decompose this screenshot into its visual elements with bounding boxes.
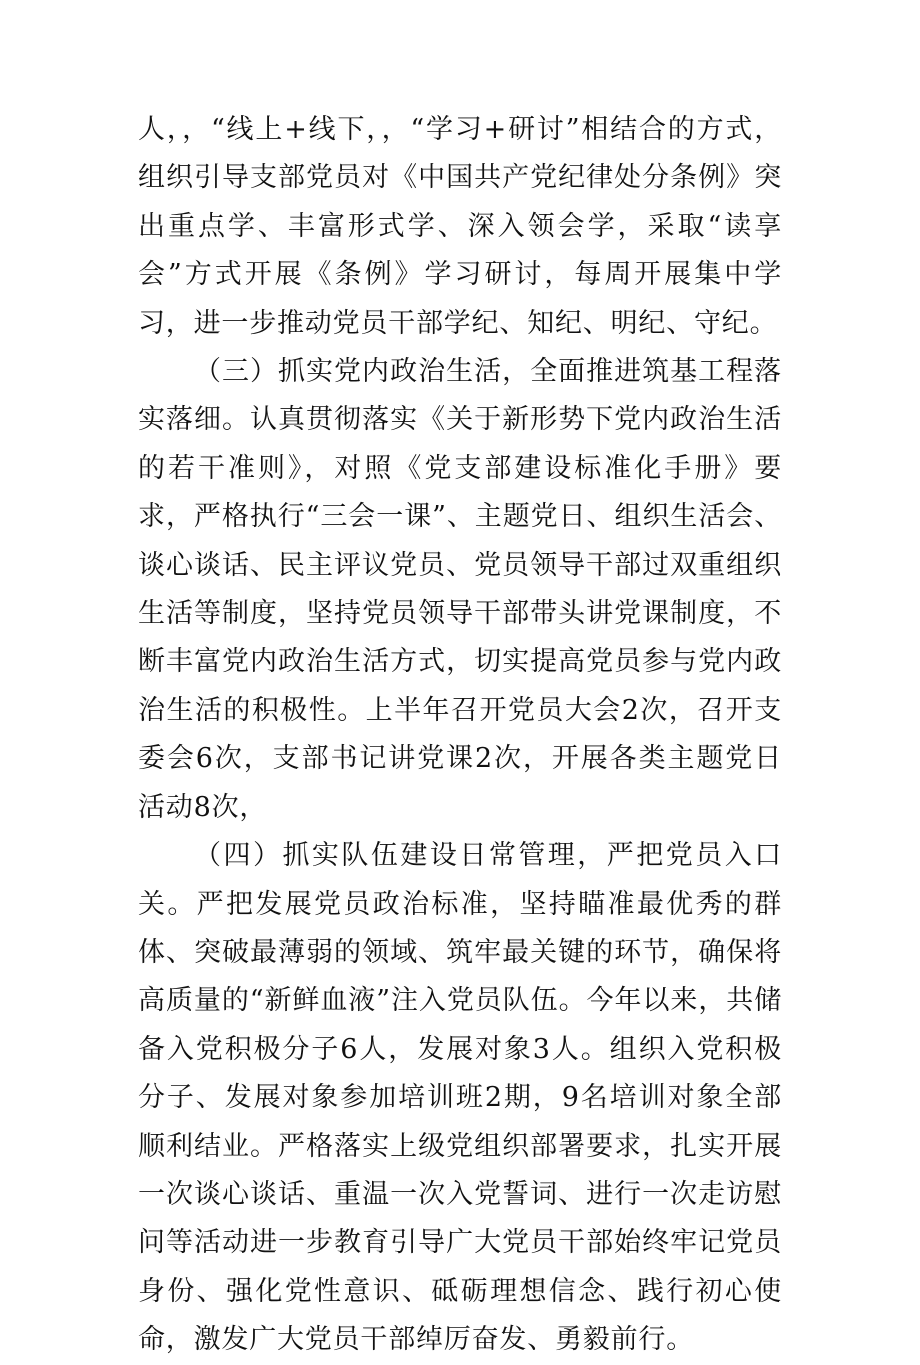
paragraph-3: （四）抓实队伍建设日常管理，严把党员入口关。严把发展党员政治标准，坚持瞄准最优秀的群体、突破最薄弱的领域、筑牢最关键的环节，确保将高质量的“新鲜血液”注入党员队伍。今年以来，共储备入党积极分子6人，发展对象3人。组织入党积极分子、发展对象参加培训班2期，9名培训对象全部顺利结业。严格落实上级党组织部署要求，扎实开展一次谈心谈话、重温一次入党誓词、进行一次走访慰问等活动进一步教育引导广大党员干部始终牢记党员身份、强化党性意识、砥砺理想信念、践行初心使命，激发广大党员干部绰厉奋发、勇毅前行。 [138, 840, 782, 1356]
document-body [138, 106, 782, 1365]
paragraph-2: （三）抓实党内政治生活，全面推进筑基工程落实落细。认真贯彻落实《关于新形势下党内政治生活的若干准则》，对照《党支部建设标准化手册》要求，严格执行“三会一课”、主题党日、组织生活会、谈心谈话、民主评议党员、党员领导干部过双重组织生活等制度，坚持党员领导干部带头讲党课制度，不断丰富党内政治生活方式，切实提高党员参与党内政治生活的积极性。上半年召开党员大会2次，召开支委会6次，支部书记讲党课2次，开展各类主题党日活动8次， [138, 356, 782, 823]
paragraph-1: 人，，“线上+线下，，“学习+研讨”相结合的方式，组织引导支部党员对《中国共产党纪律处分条例》突出重点学、丰富形式学、深入领会学，采取“读享会”方式开展《条例》学习研讨，每周开展集中学习，进一步推动党员干部学纪、知纪、明纪、守纪。 [138, 114, 782, 339]
